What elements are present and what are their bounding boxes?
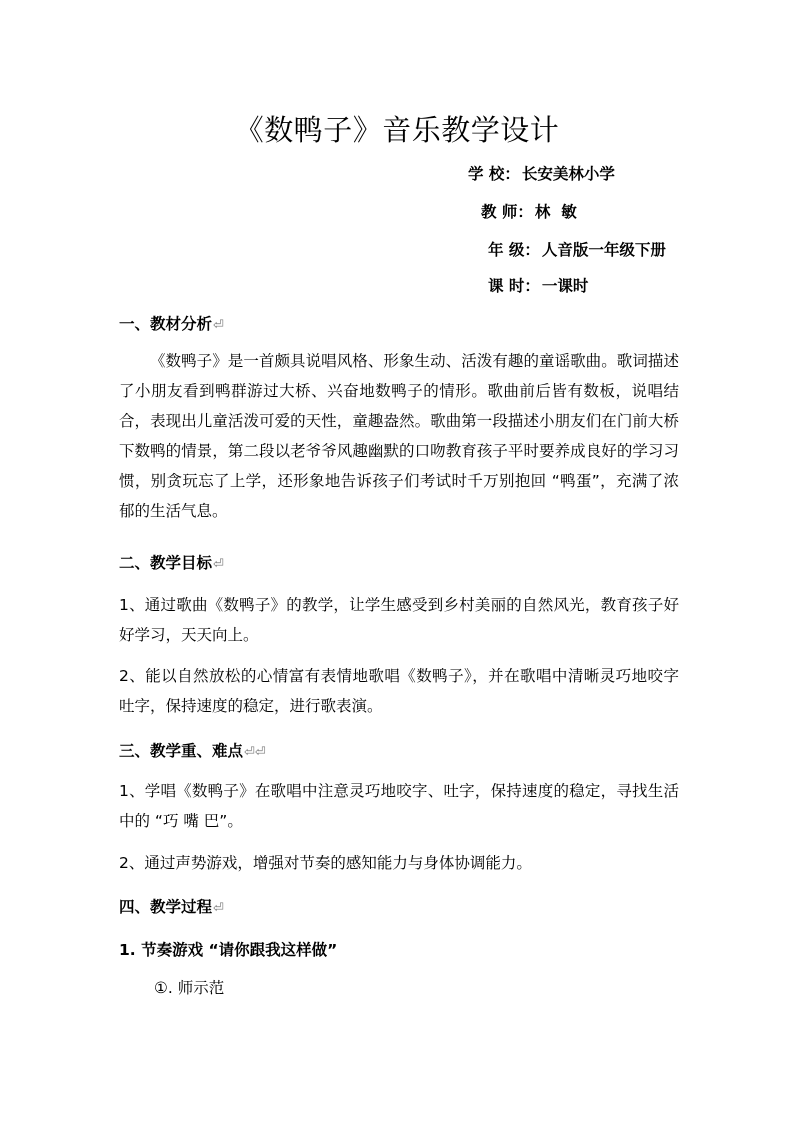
key-point-2: 2、通过声势游戏，增强对节奏的感知能力与身体协调能力。	[119, 854, 532, 872]
key-point-1: 1、学唱《数鸭子》在歌唱中注意灵巧地咬字、吐字，保持速度的稳定，寻找生活中的 “巧 嘴 巴”。	[119, 782, 679, 830]
section-heading-key-points	[119, 740, 266, 764]
paragraph-mark-icon: ⏎	[213, 557, 224, 572]
meta-teacher	[481, 201, 577, 223]
paragraph-mark-icon: ⏎	[213, 901, 224, 916]
meta-value: 林 敏	[534, 203, 577, 221]
meta-label: 课 时：	[488, 277, 540, 295]
heading-text: 三、教学重、难点	[119, 742, 244, 760]
heading-text: 四、教学过程	[119, 898, 213, 916]
meta-period	[488, 275, 588, 297]
meta-grade	[488, 239, 666, 261]
paragraph-mark-icon: ⏎⏎	[244, 745, 266, 760]
meta-label: 教 师：	[481, 203, 533, 221]
heading-text: 二、教学目标	[119, 554, 213, 572]
document-title: 《数鸭子》音乐教学设计	[234, 113, 560, 147]
meta-label: 学 校：	[468, 165, 520, 183]
process-step-1: 1. 节奏游戏 “请你跟我这样做”	[119, 941, 338, 959]
section-heading-process	[119, 896, 224, 920]
meta-school	[468, 163, 615, 185]
goal-item-1: 1、通过歌曲《数鸭子》的教学，让学生感受到乡村美丽的自然风光，教育孩子好好学习，天天向上。	[119, 596, 679, 644]
section-heading-analysis	[119, 313, 224, 337]
meta-value: 人音版一年级下册	[541, 241, 666, 259]
section-heading-goals	[119, 552, 224, 576]
heading-text: 一、教材分析	[119, 315, 213, 333]
goal-item-2: 2、能以自然放松的心情富有表情地歌唱《数鸭子》，并在歌唱中清晰灵巧地咬字吐字，保持速度的稳定，进行歌表演。	[119, 667, 679, 715]
process-substep: ①. 师示范	[154, 979, 225, 997]
meta-value: 长安美林小学	[521, 165, 615, 183]
analysis-paragraph: 《数鸭子》是一首颇具说唱风格、形象生动、活泼有趣的童谣歌曲。歌词描述了小朋友看到鸭群游过大桥、兴奋地数鸭子的情形。歌曲前后皆有数板，说唱结合，表现出儿童活泼可爱的天性，童趣盎然。歌曲第一段描述小朋友们在门前大桥下数鸭的情景，第二段以老爷爷风趣幽默的口吻教育孩子平时要养成良好的学习习惯，别贪玩忘了上学，还形象地告诉孩子们考试时千万别抱回 “鸭蛋”，充满了浓郁的生活气息。	[119, 352, 679, 520]
meta-value: 一课时	[541, 277, 589, 295]
meta-label: 年 级：	[488, 241, 540, 259]
paragraph-mark-icon: ⏎	[213, 318, 224, 333]
